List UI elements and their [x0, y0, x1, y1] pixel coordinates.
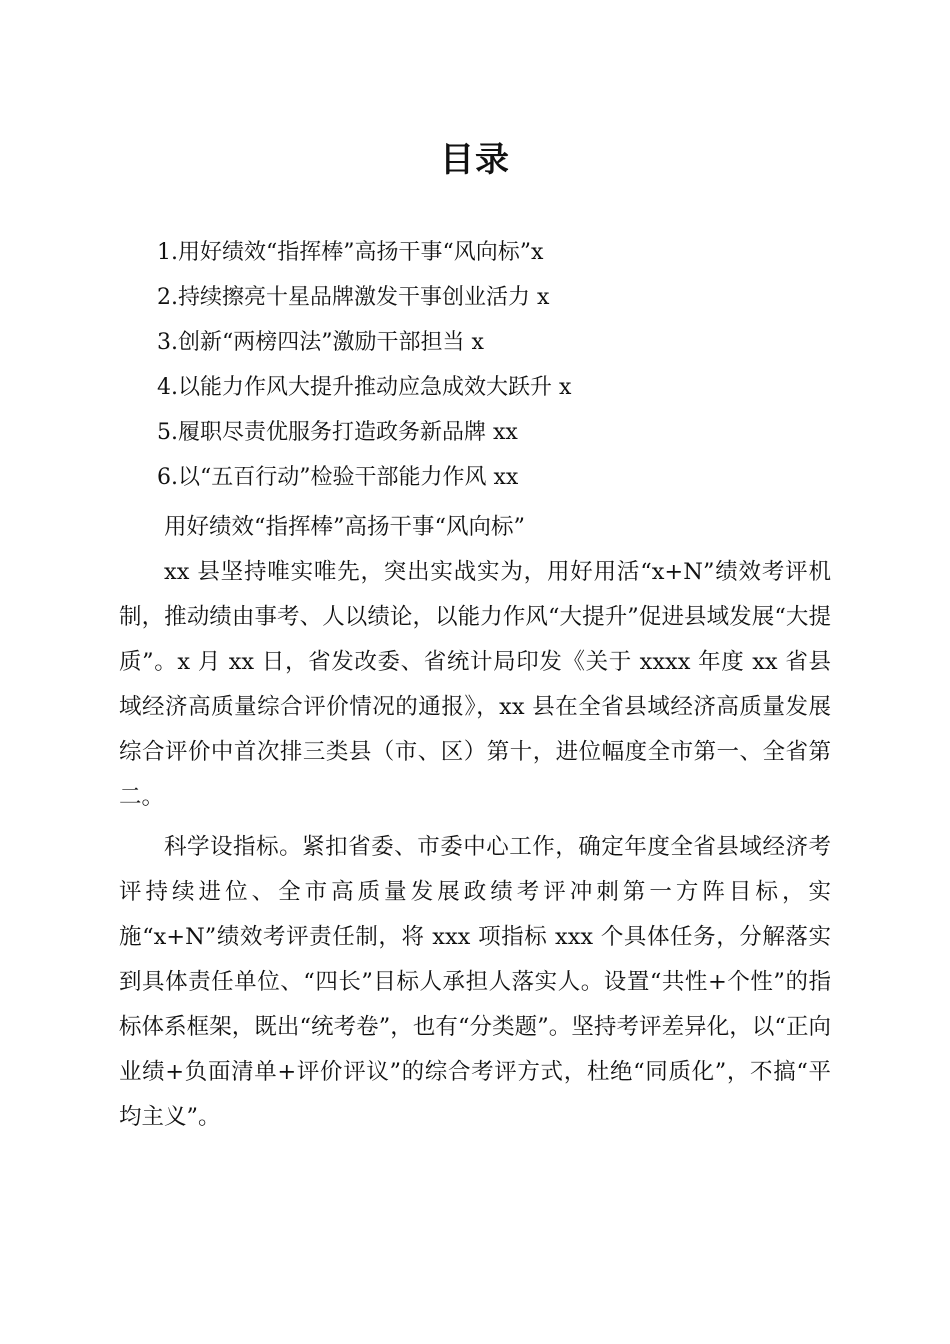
document-body [119, 505, 831, 1140]
page-title: 目录 [440, 140, 510, 180]
toc-item[interactable]: 2.持续擦亮十星品牌激发干事创业活力 x [157, 285, 550, 310]
toc-item[interactable]: 3.创新“两榜四法”激励干部担当 x [157, 330, 484, 355]
body-paragraph: 科学设指标。紧扣省委、市委中心工作，确定年度全省县域经济考评持续进位、全市高质量发展政绩考评冲刺第一方阵目标，实施“x+N”绩效考评责任制，将 xxx 项指标 xxx 个具体任务，分解落实到具体责任单位、“四长”目标人承担人落实人。设置“共性+个性”的指标体系框架，既出“统考卷”，也有“分类题”。坚持考评差异化，以“正向业绩+负面清单+评价评议”的综合考评方式，杜绝“同质化”，不搞“平均主义”。 [119, 834, 831, 1130]
body-paragraph: xx 县坚持唯实唯先，突出实战实为，用好用活“x+N”绩效考评机制，推动绩由事考、人以绩论，以能力作风“大提升”促进县域发展“大提质”。x 月 xx 日，省发改委、省统计局印发《关于 xxxx 年度 xx 省县域经济高质量综合评价情况的通报》，xx 县在全省县域经济高质量发展综合评价中首次排三类县（市、区）第十，进位幅度全市第一、全省第二。 [119, 559, 831, 810]
toc-item[interactable]: 4.以能力作风大提升推动应急成效大跃升 x [157, 375, 572, 400]
toc-item[interactable]: 6.以“五百行动”检验干部能力作风 xx [157, 465, 519, 490]
toc-item[interactable]: 5.履职尽责优服务打造政务新品牌 xx [157, 420, 518, 445]
table-of-contents [157, 236, 857, 506]
section-heading: 用好绩效“指挥棒”高扬干事“风向标” [164, 514, 526, 540]
toc-item[interactable]: 1.用好绩效“指挥棒”高扬干事“风向标”x [157, 240, 544, 265]
